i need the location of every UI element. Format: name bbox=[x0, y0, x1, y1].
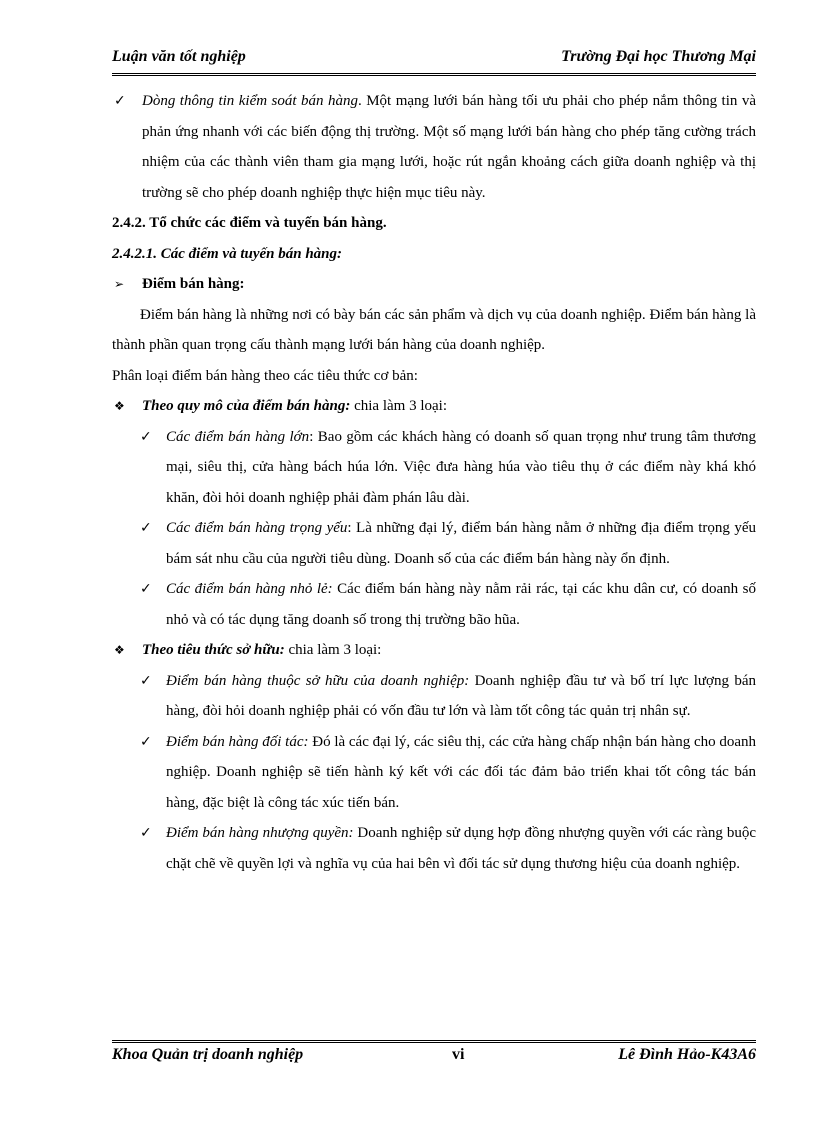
diamond-item-scale bbox=[112, 391, 756, 422]
check-icon: ✓ bbox=[140, 825, 152, 841]
section-heading-2421: 2.4.2.1. Các điểm và tuyến bán hàng: bbox=[112, 245, 343, 262]
item-lead: Dòng thông tin kiểm soát bán hàng bbox=[142, 93, 358, 109]
section-heading-242: 2.4.2. Tổ chức các điểm và tuyến bán hàng. bbox=[112, 215, 387, 231]
check-icon: ✓ bbox=[114, 93, 126, 109]
four-diamond-bullet-icon: ❖ bbox=[114, 643, 125, 657]
paragraph-classification: Phân loại điểm bán hàng theo các tiêu thức cơ bản: bbox=[112, 367, 418, 384]
check-item-sales-info bbox=[112, 86, 756, 208]
check-item-franchise-points bbox=[112, 818, 756, 879]
item-lead: Điểm bán hàng nhượng quyền: bbox=[166, 825, 354, 841]
item-lead: Theo quy mô của điểm bán hàng: bbox=[142, 398, 351, 414]
page-header bbox=[112, 48, 756, 70]
header-rule bbox=[112, 73, 756, 76]
item-text: Các điểm bán hàng này nằm rải rác, tại các khu dân cư, có doanh số nhỏ và có tác dụng tăng doanh số trong thị trường bão hũa. bbox=[166, 581, 756, 628]
item-text: . Một mạng lưới bán hàng tối ưu phải cho phép nắm thông tin và phản ứng nhanh với các biến động thị trường. Một số mạng lưới bán hàng cho phép tăng cường trách nhiệm của các thành viên tham gia mạng lưới, hoặc rút ngắn khoảng cách giữa doanh nghiệp và thị trường sẽ cho phép doanh nghiệp thực hiện mục tiêu này. bbox=[142, 93, 757, 201]
item-lead: Theo tiêu thức sở hữu: bbox=[142, 642, 285, 658]
item-lead: Các điểm bán hàng lớn bbox=[166, 428, 310, 445]
page-footer bbox=[112, 1046, 756, 1068]
item-text: chia làm 3 loại: bbox=[284, 642, 382, 658]
item-text: : Là những đại lý, điểm bán hàng nằm ở những địa điểm trọng yếu bám sát nhu cầu của người tiêu dùng. Doanh số của các điểm bán hàng này ổn định. bbox=[166, 520, 756, 567]
four-diamond-bullet-icon: ❖ bbox=[114, 399, 125, 413]
item-text: chia làm 3 loại: bbox=[350, 398, 447, 414]
diamond-item-ownership bbox=[112, 635, 756, 666]
page-number: vi bbox=[452, 1046, 465, 1063]
check-icon: ✓ bbox=[140, 733, 152, 750]
bullet-label: Điểm bán hàng: bbox=[142, 276, 245, 292]
check-icon: ✓ bbox=[140, 672, 152, 689]
check-item-partner-points bbox=[112, 727, 756, 819]
check-item-small-points bbox=[112, 574, 756, 635]
check-item-owned-points bbox=[112, 666, 756, 727]
footer-author: Lê Đình Hảo-K43A6 bbox=[618, 1046, 756, 1063]
check-icon: ✓ bbox=[140, 520, 152, 536]
arrowhead-bullet-icon: ➢ bbox=[114, 277, 125, 291]
check-icon: ✓ bbox=[140, 581, 152, 597]
item-text: Đó là các đại lý, các siêu thị, các cửa hàng chấp nhận bán hàng cho doanh nghiệp. Doanh nghiệp sẽ tiến hành ký kết với các đối tác đảm bảo triển khai tốt công tác bán hàng, đặc biệt là công tác xúc tiến bán. bbox=[166, 733, 757, 811]
footer-faculty: Khoa Quản trị doanh nghiệp bbox=[112, 1046, 304, 1063]
item-lead: Các điểm bán hàng trọng yếu bbox=[166, 520, 348, 536]
item-lead: Điểm bán hàng đối tác: bbox=[166, 733, 309, 750]
item-text: Doanh nghiệp đầu tư và bố trí lực lượng bán hàng, đòi hỏi doanh nghiệp phải có vốn đầu tư lớn và làm tốt công tác quản trị nhân sự. bbox=[166, 672, 756, 719]
bullet-diem-ban-hang bbox=[112, 269, 756, 300]
item-lead: Điểm bán hàng thuộc sở hữu của doanh nghiệp: bbox=[166, 672, 470, 689]
check-item-large-points bbox=[112, 422, 756, 514]
check-icon: ✓ bbox=[140, 428, 152, 445]
page-content bbox=[112, 86, 756, 879]
header-thesis-title: Luận văn tốt nghiệp bbox=[112, 48, 246, 65]
footer-rule bbox=[112, 1040, 756, 1043]
item-text: Doanh nghiệp sử dụng hợp đồng nhượng quyền với các ràng buộc chặt chẽ về quyền lợi và nghĩa vụ của hai bên vì đối tác sử dụng thương hiệu của doanh nghiệp. bbox=[166, 825, 756, 872]
check-item-key-points bbox=[112, 513, 756, 574]
item-lead: Các điểm bán hàng nhỏ lẻ: bbox=[166, 581, 333, 597]
item-text: : Bao gồm các khách hàng có doanh số quan trọng như trung tâm thương mại, siêu thị, cửa hàng bách húa lớn. Việc đưa hàng húa vào tiêu thụ ở các điểm này khá khó khăn, đòi hỏi doanh nghiệp phải đàm phán lâu dài. bbox=[166, 428, 757, 506]
header-university: Trường Đại học Thương Mại bbox=[561, 48, 756, 65]
paragraph-definition: Điểm bán hàng là những nơi có bày bán các sản phẩm và dịch vụ của doanh nghiệp. Điểm bán hàng là thành phần quan trọng cấu thành mạng lưới bán hàng của doanh nghiệp. bbox=[112, 306, 756, 353]
